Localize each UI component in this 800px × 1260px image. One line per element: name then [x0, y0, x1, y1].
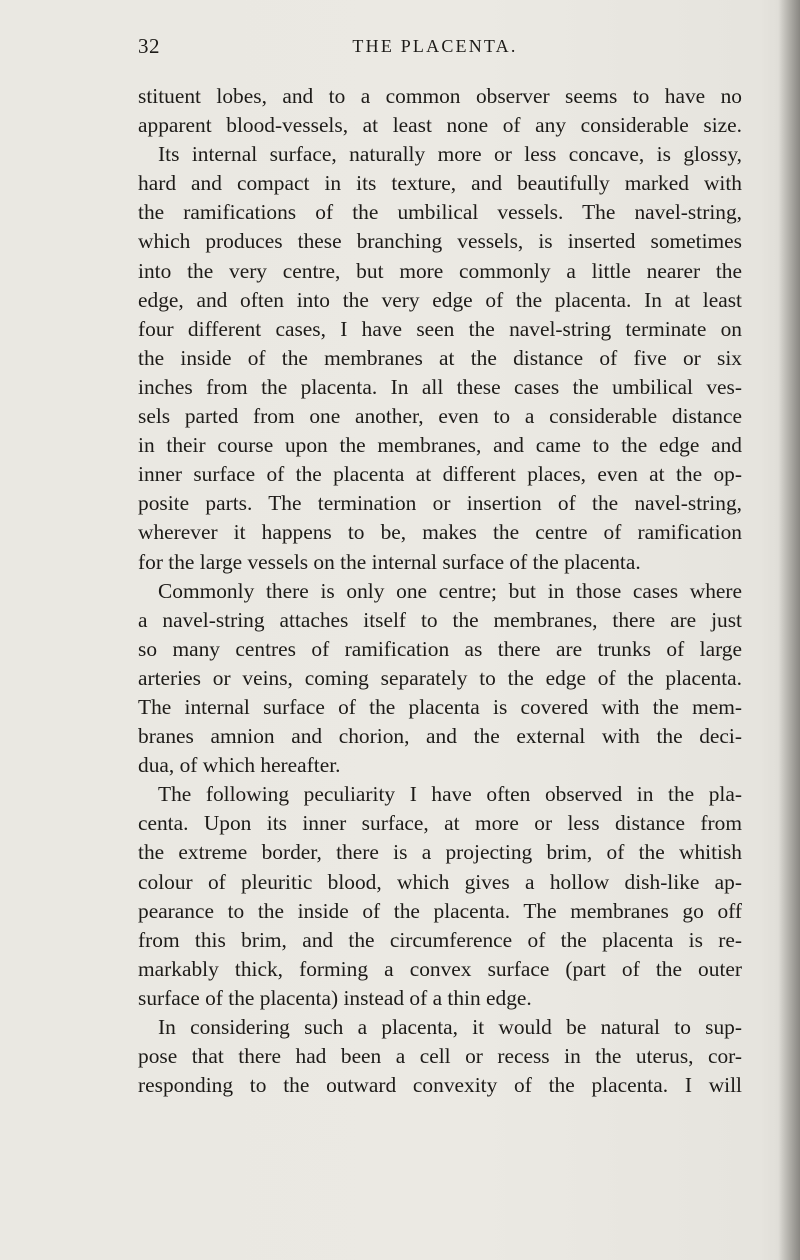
- text-line: Commonly there is only one centre; but in those cases where: [158, 578, 742, 603]
- text-line: in their course upon the membranes, and came to the edge and: [138, 433, 742, 458]
- text-line: branes amnion and chorion, and the external with the deci-: [138, 724, 742, 749]
- text-line: the extreme border, there is a projecting brim, of the whitish: [138, 840, 742, 865]
- text-line: The internal surface of the placenta is covered with the mem-: [138, 694, 742, 719]
- text-line: the inside of the membranes at the distance of five or six: [138, 345, 742, 370]
- body-text: [138, 82, 742, 1100]
- text-line: apparent blood-vessels, at least none of any considerable size.: [138, 113, 742, 138]
- text-line: arteries or veins, coming separately to the edge of the placenta.: [138, 665, 742, 690]
- text-line: a navel-string attaches itself to the membranes, there are just: [138, 607, 742, 632]
- text-line: wherever it happens to be, makes the centre of ramification: [138, 520, 742, 545]
- text-line: The following peculiarity I have often observed in the pla-: [158, 782, 742, 807]
- text-line: stituent lobes, and to a common observer seems to have no: [138, 84, 742, 108]
- text-line: into the very centre, but more commonly a little nearer the: [138, 258, 742, 283]
- text-line: inner surface of the placenta at different places, even at the op-: [138, 462, 742, 487]
- text-line: dua, of which hereafter.: [138, 753, 341, 778]
- running-head: [0, 28, 800, 64]
- text-line: hard and compact in its texture, and beautifully marked with: [138, 171, 742, 196]
- text-line: colour of pleuritic blood, which gives a hollow dish-like ap-: [138, 869, 742, 894]
- text-line: from this brim, and the circumference of the placenta is re-: [138, 927, 742, 952]
- text-line: In considering such a placenta, it would be natural to sup-: [158, 1015, 742, 1039]
- text-line: centa. Upon its inner surface, at more or less distance from: [138, 811, 742, 836]
- text-line: surface of the placenta) instead of a thin edge.: [138, 985, 532, 1010]
- text-line: sels parted from one another, even to a considerable distance: [138, 404, 742, 429]
- text-line: inches from the placenta. In all these cases the umbilical ves-: [138, 374, 742, 399]
- text-line: pearance to the inside of the placenta. The membranes go off: [138, 898, 742, 923]
- text-line: edge, and often into the very edge of the placenta. In at least: [138, 287, 742, 312]
- text-line: pose that there had been a cell or recess in the uterus, cor-: [138, 1044, 742, 1069]
- text-line: markably thick, forming a convex surface (part of the outer: [138, 956, 742, 981]
- text-line: Its internal surface, naturally more or less concave, is glossy,: [158, 142, 742, 167]
- text-line: responding to the outward convexity of the placenta. I will: [138, 1073, 742, 1098]
- text-line: four different cases, I have seen the navel-string terminate on: [138, 316, 742, 341]
- text-line: so many centres of ramification as there are trunks of large: [138, 636, 742, 661]
- text-line: for the large vessels on the internal surface of the placenta.: [138, 549, 641, 574]
- text-line: the ramifications of the umbilical vessels. The navel-string,: [138, 200, 742, 225]
- text-line: which produces these branching vessels, is inserted sometimes: [138, 229, 742, 254]
- running-title: THE PLACENTA.: [352, 36, 518, 56]
- page-edge-shadow: [778, 0, 800, 1260]
- page-number: 32: [138, 34, 160, 58]
- text-line: posite parts. The termination or insertion of the navel-string,: [138, 491, 742, 516]
